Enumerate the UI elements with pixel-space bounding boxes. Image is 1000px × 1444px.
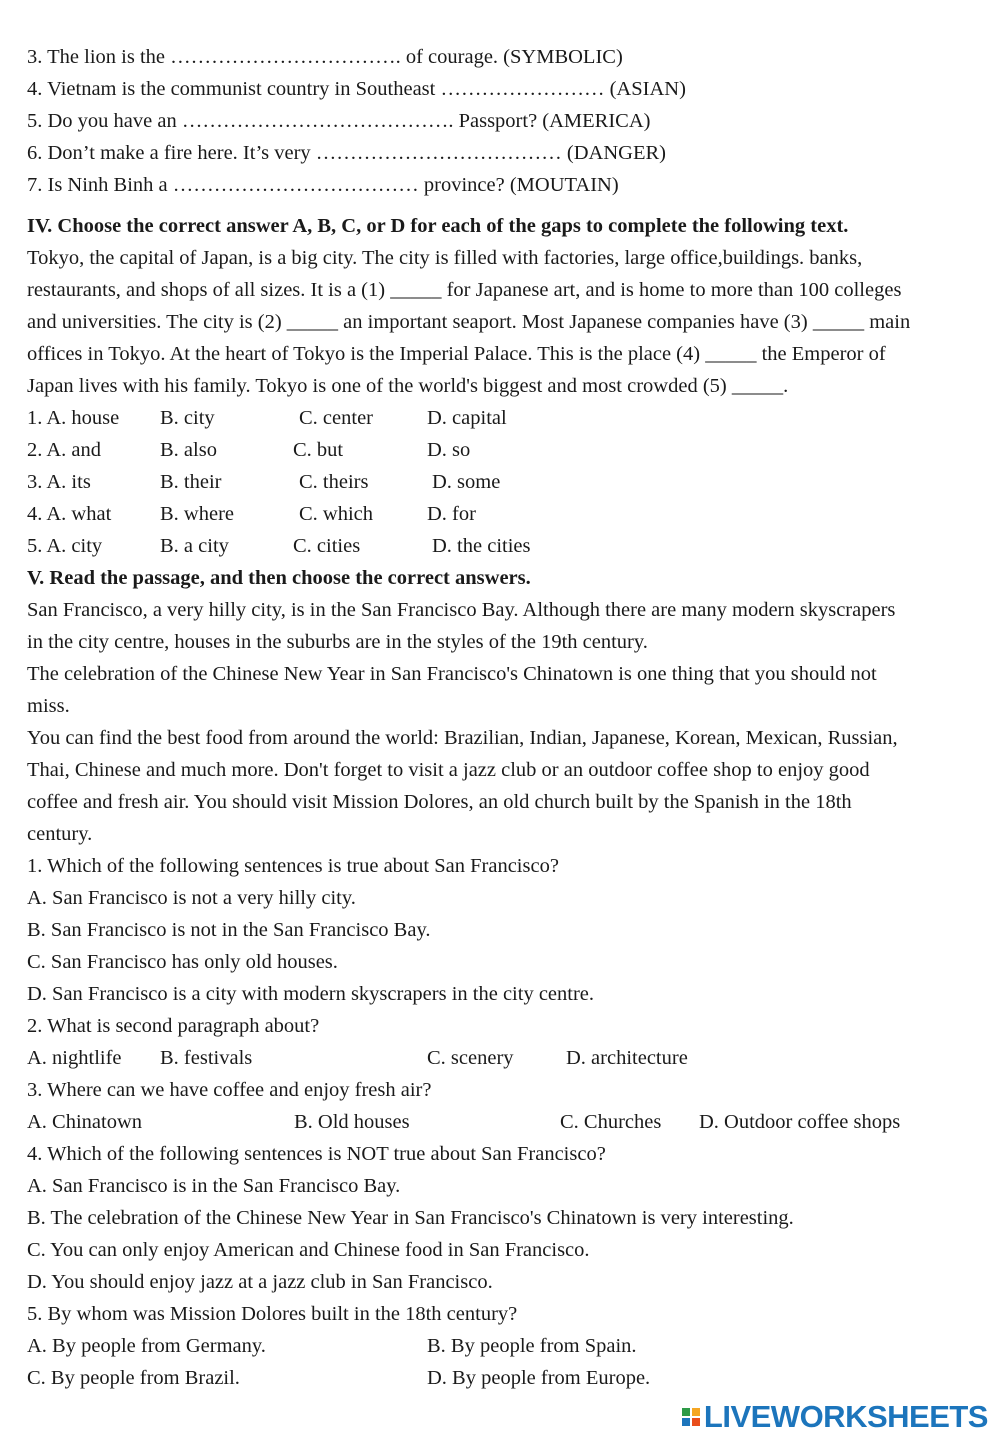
option-b[interactable]: B. San Francisco is not in the San Francisco Bay. bbox=[27, 919, 431, 941]
passage-line: and universities. The city is (2) _____ an important seaport. Most Japanese companies have (3) _____ main bbox=[27, 311, 911, 333]
option-d[interactable]: D. San Francisco is a city with modern skyscrapers in the city centre. bbox=[27, 983, 595, 1005]
word-form-item: 5. Do you have an …………………………………. Passport? (AMERICA) bbox=[27, 110, 651, 132]
passage-line: offices in Tokyo. At the heart of Tokyo is the Imperial Palace. This is the place (4) _____ the Emperor of bbox=[27, 343, 886, 365]
cloze-question-5 bbox=[27, 530, 987, 562]
option-a[interactable]: 4. A. what bbox=[27, 503, 112, 525]
option-a[interactable]: A. Chinatown bbox=[27, 1111, 143, 1133]
reading-question-5 bbox=[27, 1298, 987, 1394]
option-b[interactable]: B. a city bbox=[160, 535, 229, 557]
option-b[interactable]: B. where bbox=[160, 503, 235, 525]
option-b[interactable]: B. city bbox=[160, 407, 215, 429]
passage-line: You can find the best food from around the world: Brazilian, Indian, Japanese, Korean, Mexican, Russian, bbox=[27, 727, 898, 749]
option-d[interactable]: D. so bbox=[427, 439, 471, 461]
cloze-question-1 bbox=[27, 402, 987, 434]
option-a[interactable]: 1. A. house bbox=[27, 407, 120, 429]
option-d[interactable]: D. By people from Europe. bbox=[427, 1367, 651, 1389]
option-a[interactable]: 5. A. city bbox=[27, 535, 103, 557]
cloze-question-3 bbox=[27, 466, 987, 498]
option-d[interactable]: D. some bbox=[432, 471, 501, 493]
cloze-question-2 bbox=[27, 434, 987, 466]
logo-square bbox=[682, 1408, 690, 1416]
passage-line: in the city centre, houses in the suburbs are in the styles of the 19th century. bbox=[27, 631, 648, 653]
option-a[interactable]: A. San Francisco is in the San Francisco Bay. bbox=[27, 1175, 401, 1197]
liveworksheets-logo bbox=[682, 1400, 988, 1434]
option-a[interactable]: 3. A. its bbox=[27, 471, 91, 493]
reading-question-2 bbox=[27, 1010, 987, 1074]
option-c[interactable]: C. cities bbox=[293, 535, 361, 557]
option-d[interactable]: D. for bbox=[427, 503, 476, 525]
passage-line: miss. bbox=[27, 695, 70, 717]
option-c[interactable]: C. By people from Brazil. bbox=[27, 1367, 240, 1389]
passage-line: The celebration of the Chinese New Year in San Francisco's Chinatown is one thing that you should not bbox=[27, 663, 877, 685]
reading-exercise bbox=[27, 562, 987, 1394]
option-d[interactable]: D. capital bbox=[427, 407, 507, 429]
option-a[interactable]: A. By people from Germany. bbox=[27, 1335, 266, 1357]
logo-mark-icon bbox=[682, 1408, 700, 1426]
passage-line: coffee and fresh air. You should visit Mission Dolores, an old church built by the Spanish in the 18th bbox=[27, 791, 852, 813]
option-c[interactable]: C. You can only enjoy American and Chinese food in San Francisco. bbox=[27, 1239, 590, 1261]
passage-line: Thai, Chinese and much more. Don't forget to visit a jazz club or an outdoor coffee shop to enjoy good bbox=[27, 759, 870, 781]
passage-line: San Francisco, a very hilly city, is in the San Francisco Bay. Although there are many modern skyscrapers bbox=[27, 599, 896, 621]
option-a[interactable]: 2. A. and bbox=[27, 439, 102, 461]
reading-question-4 bbox=[27, 1138, 987, 1298]
option-d[interactable]: D. architecture bbox=[566, 1047, 688, 1069]
question-text: 1. Which of the following sentences is true about San Francisco? bbox=[27, 855, 559, 877]
option-c[interactable]: C. which bbox=[299, 503, 374, 525]
option-b[interactable]: B. The celebration of the Chinese New Year in San Francisco's Chinatown is very interesting. bbox=[27, 1207, 794, 1229]
option-a[interactable]: A. San Francisco is not a very hilly city. bbox=[27, 887, 356, 909]
option-c[interactable]: C. but bbox=[293, 439, 344, 461]
question-text: 4. Which of the following sentences is NOT true about San Francisco? bbox=[27, 1143, 606, 1165]
option-c[interactable]: C. San Francisco has only old houses. bbox=[27, 951, 338, 973]
word-form-item: 6. Don’t make a fire here. It’s very ……………………………… (DANGER) bbox=[27, 142, 666, 164]
option-b[interactable]: B. Old houses bbox=[294, 1111, 410, 1133]
word-form-item: 7. Is Ninh Binh a ……………………………… province? (MOUTAIN) bbox=[27, 174, 619, 196]
question-text: 5. By whom was Mission Dolores built in the 18th century? bbox=[27, 1303, 518, 1325]
passage-line: Tokyo, the capital of Japan, is a big city. The city is filled with factories, large office,buildings. banks, bbox=[27, 247, 863, 269]
option-c[interactable]: C. scenery bbox=[427, 1047, 514, 1069]
option-d[interactable]: D. Outdoor coffee shops bbox=[699, 1111, 901, 1133]
passage-line: restaurants, and shops of all sizes. It is a (1) _____ for Japanese art, and is home to more than 100 colleges bbox=[27, 279, 902, 301]
option-c[interactable]: C. center bbox=[299, 407, 373, 429]
option-c[interactable]: C. Churches bbox=[560, 1111, 662, 1133]
option-c[interactable]: C. theirs bbox=[299, 471, 369, 493]
option-b[interactable]: B. By people from Spain. bbox=[427, 1335, 637, 1357]
section-heading: IV. Choose the correct answer A, B, C, or D for each of the gaps to complete the following text. bbox=[27, 215, 849, 237]
option-a[interactable]: A. nightlife bbox=[27, 1047, 122, 1069]
question-text: 2. What is second paragraph about? bbox=[27, 1015, 320, 1037]
word-form-item: 4. Vietnam is the communist country in Southeast …………………… (ASIAN) bbox=[27, 78, 686, 100]
option-b[interactable]: B. also bbox=[160, 439, 217, 461]
reading-question-3 bbox=[27, 1074, 987, 1138]
word-form-item: 3. The lion is the ……………………………. of courage. (SYMBOLIC) bbox=[27, 46, 623, 68]
logo-square bbox=[682, 1418, 690, 1426]
cloze-question-4 bbox=[27, 498, 987, 530]
logo-text: LIVEWORKSHEETS bbox=[703, 1399, 988, 1434]
section-heading: V. Read the passage, and then choose the correct answers. bbox=[27, 567, 531, 589]
reading-question-1 bbox=[27, 850, 987, 1010]
option-b[interactable]: B. their bbox=[160, 471, 222, 493]
passage-line: century. bbox=[27, 823, 93, 845]
word-form-exercise bbox=[27, 41, 987, 201]
option-b[interactable]: B. festivals bbox=[160, 1047, 253, 1069]
logo-square bbox=[692, 1418, 700, 1426]
option-d[interactable]: D. the cities bbox=[432, 535, 531, 557]
worksheet-page bbox=[27, 41, 987, 1394]
question-text: 3. Where can we have coffee and enjoy fresh air? bbox=[27, 1079, 432, 1101]
cloze-exercise bbox=[27, 210, 987, 562]
option-d[interactable]: D. You should enjoy jazz at a jazz club in San Francisco. bbox=[27, 1271, 493, 1293]
passage-line: Japan lives with his family. Tokyo is one of the world's biggest and most crowded (5) _____. bbox=[27, 375, 789, 397]
logo-square bbox=[692, 1408, 700, 1416]
